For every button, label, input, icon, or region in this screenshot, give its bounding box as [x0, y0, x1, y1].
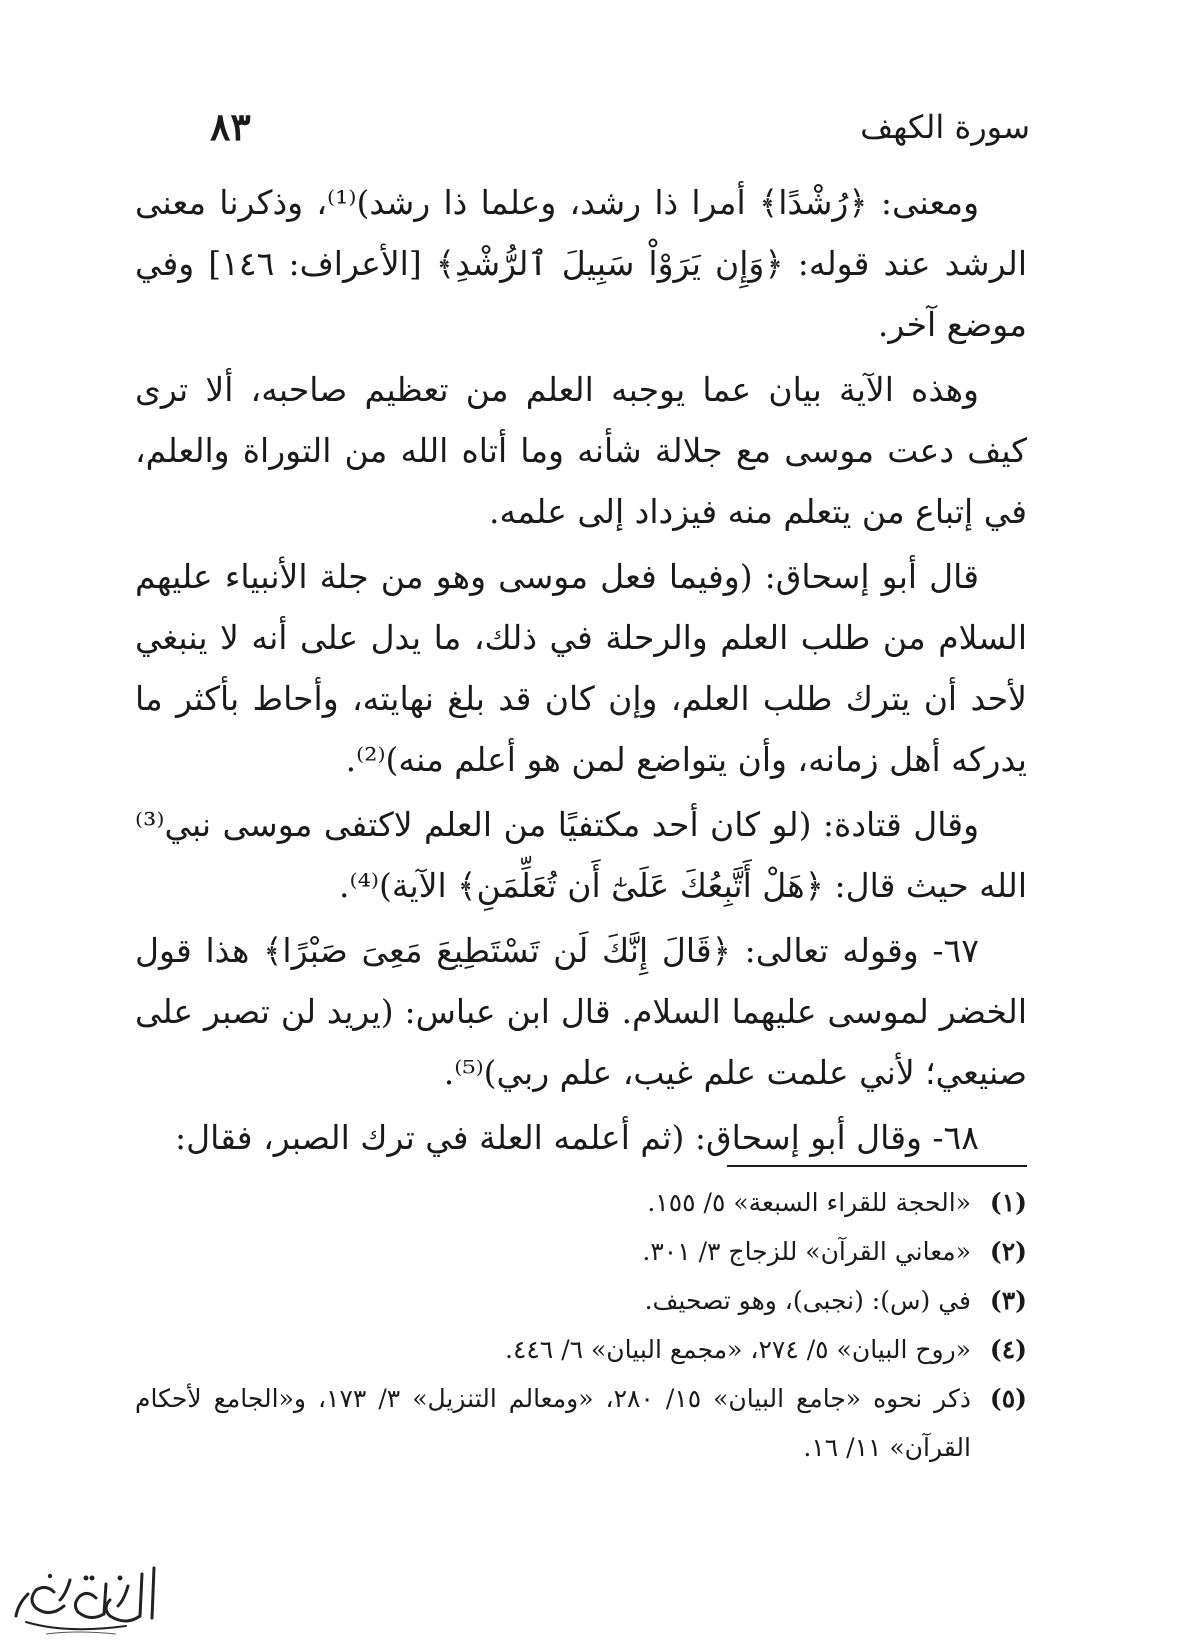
footnote-number: (٤) — [989, 1335, 1027, 1364]
paragraph: وقال قتادة: (لو كان أحد مكتفيًا من العلم لاكتفى موسى نبي⁽³⁾ الله حيث قال: ﴿هَلْ أَتَّبِعُكَ عَلَىٰٓ أَن تُعَلِّمَنِ﴾ الآية)⁽⁴⁾. — [135, 805, 1027, 905]
footnote-number: (٥) — [989, 1384, 1027, 1413]
paragraph: ٦٧- وقوله تعالى: ﴿قَالَ إِنَّكَ لَن تَسْتَطِيعَ مَعِىَ صَبْرًا﴾ هذا قول الخضر لموسى عليهما السلام. قال ابن عباس: (يريد لن تصبر على صنيعي؛ لأني علمت علم غيب، علم ربي)⁽⁵⁾. — [135, 931, 1027, 1092]
paragraph: ٦٨- وقال أبو إسحاق: (ثم أعلمه العلة في ترك الصبر، فقال: — [174, 1118, 979, 1157]
footnote-text: «معاني القرآن» للزجاج ٣/ ٣٠١. — [642, 1237, 971, 1266]
footnote — [135, 1227, 1027, 1276]
paragraph: قال أبو إسحاق: (وفيما فعل موسى وهو من جلة الأنبياء عليهم السلام من طلب العلم والرحلة في ذلك، ما يدل على أنه لا ينبغي لأحد أن يترك طلب العلم، وإن كان قد بلغ نهايته، وأحاط بأكثر ما يدركه أهل زمانه، وأن يتواضع لمن هو أعلم منه)⁽²⁾. — [135, 557, 1027, 779]
footnote-text: «روح البيان» ٥/ ٢٧٤، «مجمع البيان» ٦/ ٤٤٦. — [505, 1335, 971, 1364]
footnotes — [135, 1178, 1027, 1472]
footnote — [135, 1325, 1027, 1374]
footnote-text: ذكر نحوه «جامع البيان» ١٥/ ٢٨٠، «ومعالم التنزيل» ٣/ ١٧٣، و«الجامع لأحكام القرآن» ١١/ ١٦. — [135, 1384, 972, 1462]
footnote — [135, 1276, 1027, 1325]
main-text — [135, 172, 1027, 1172]
footnote-separator — [727, 1165, 1027, 1167]
footnote-number: (١) — [989, 1188, 1027, 1217]
footnote-number: (٣) — [989, 1286, 1027, 1315]
footnote — [135, 1374, 1027, 1472]
page-number: ٨٣ — [210, 104, 251, 149]
surah-title: سورة الكهف — [860, 108, 1030, 146]
paragraph: ومعنى: ﴿رُشْدًا﴾ أمرا ذا رشد، وعلما ذا رشد)⁽¹⁾، وذكرنا معنى الرشد عند قوله: ﴿وَإِن يَرَوْاْ سَبِيلَ ٱلرُّشْدِ﴾ [الأعراف: ١٤٦] وفي موضع آخر. — [135, 183, 1027, 344]
footnote-text: «الحجة للقراء السبعة» ٥/ ١٥٥. — [647, 1188, 971, 1217]
footnote — [135, 1178, 1027, 1227]
page-header — [200, 104, 1030, 158]
paragraph: وهذه الآية بيان عما يوجبه العلم من تعظيم صاحبه، ألا ترى كيف دعت موسى مع جلالة شأنه وما أتاه الله من التوراة والعلم، في إتباع من يتعلم منه فيزداد إلى علمه. — [135, 370, 1027, 531]
footnote-number: (٢) — [989, 1237, 1027, 1266]
calligraphy-stamp — [6, 1560, 166, 1640]
footnote-text: في (س): (نجبى)، وهو تصحيف. — [644, 1286, 971, 1315]
